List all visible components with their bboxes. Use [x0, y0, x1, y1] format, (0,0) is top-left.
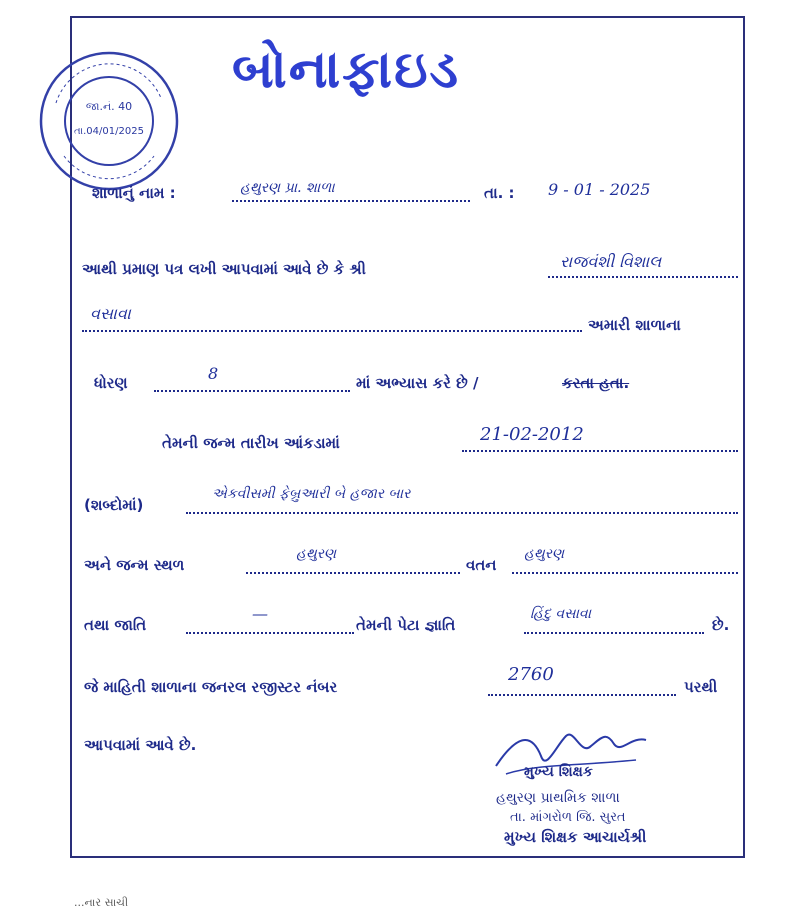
- caste-dots: [186, 618, 354, 634]
- issued-text: આપવામાં આવે છે.: [84, 736, 197, 754]
- dob-words-value: એકવીસમી ફેબ્રુઆરી બે હજાર બાર: [212, 486, 411, 502]
- student-surname-dots: [82, 316, 582, 332]
- school-name-label: શાળાનું નામ :: [92, 184, 176, 202]
- register-suffix: પરથી: [684, 678, 718, 696]
- native-value: હથુરણ: [524, 546, 565, 562]
- school-name-value: હથુરણ પ્રા. શાળા: [240, 180, 335, 196]
- subcaste-value: હિંદુ વસાવા: [530, 606, 592, 622]
- school-seal-stamp: [36, 48, 182, 194]
- dob-words-label: (શબ્દોમાં): [84, 496, 144, 514]
- student-first-name: રાજવંશી વિશાલ: [560, 252, 662, 271]
- footer-scrap-text: ...નાર સાચી: [74, 896, 129, 909]
- date-value: 9 - 01 - 2025: [548, 180, 651, 199]
- standard-label: ધોરણ: [94, 374, 128, 392]
- signature-line2: હથુરણ પ્રાથમિક શાળા: [496, 790, 620, 806]
- signature-line3: તા. માંગરોળ જિ. સુરત: [510, 810, 626, 825]
- seal-date: તા.04/01/2025: [74, 126, 144, 137]
- signature-line4: મુખ્ય શિક્ષક આચાર્યશ્રી: [504, 828, 647, 846]
- studying-text: માં અભ્યાસ કરે છે /: [356, 374, 479, 392]
- seal-reg-no: જા.નં. 40: [85, 100, 133, 113]
- caste-suffix: છે.: [712, 616, 730, 634]
- student-surname: વસાવા: [90, 304, 131, 323]
- our-school-label: અમારી શાળાના: [588, 316, 681, 334]
- register-label: જે માહિતી શાળાના જનરલ રજીસ્ટર નંબર: [84, 678, 338, 696]
- caste-label: તથા જાતિ: [84, 616, 147, 634]
- dob-figures-label: તેમની જન્મ તારીખ આંકડામાં: [162, 434, 340, 452]
- date-label: તા. :: [484, 184, 515, 202]
- certificate-title: બોનાફાઇડ: [232, 40, 461, 100]
- standard-dots: [154, 376, 350, 392]
- statement-label: આથી પ્રમાણ પત્ર લખી આપવામાં આવે છે કે શ્રી: [82, 260, 366, 278]
- birthplace-dots: [246, 558, 460, 574]
- birthplace-label: અને જન્મ સ્થળ: [84, 556, 185, 574]
- native-label: વતન: [466, 556, 497, 574]
- signature-line1: મુખ્ય શિક્ષક: [524, 764, 593, 780]
- standard-value: 8: [208, 364, 219, 383]
- dob-figures-value: 21-02-2012: [480, 424, 584, 445]
- birthplace-value: હથુરણ: [296, 546, 337, 562]
- struck-text: કરતા હતા.: [562, 374, 630, 392]
- register-value: 2760: [508, 664, 554, 685]
- caste-value: —: [252, 604, 268, 623]
- subcaste-label: તેમની પેટા જ્ઞાતિ: [356, 616, 456, 634]
